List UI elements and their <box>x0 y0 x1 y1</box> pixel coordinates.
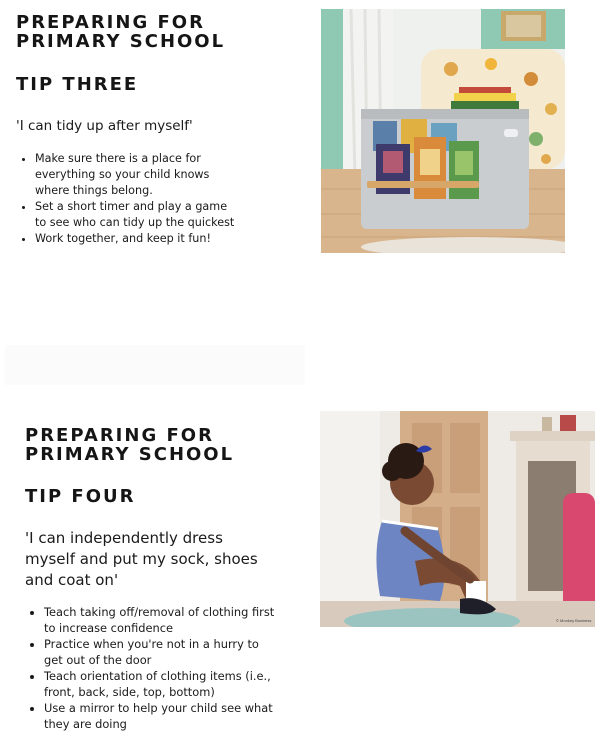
toy-box-photo <box>321 9 565 253</box>
list-item: • Teach orientation of clothing items (i.e., front, back, side, top, bottom) <box>44 668 279 700</box>
tip-four-bullets <box>25 604 279 732</box>
faint-divider <box>5 345 305 385</box>
tip-three-label: TIP THREE <box>16 74 139 95</box>
tip-four-heading <box>25 427 234 465</box>
tip-three-card <box>0 0 609 270</box>
list-item: • Set a short timer and play a game to see who can tidy up the quickest <box>35 199 240 231</box>
child-shoes-photo <box>320 411 595 627</box>
tip-three-heading <box>16 14 225 52</box>
tip-four-label: TIP FOUR <box>25 486 136 507</box>
tip-four-quote: 'I can independently dress myself and put my sock, shoes and coat on' <box>25 529 258 589</box>
photo-credit: © Monkey Business <box>556 618 592 623</box>
list-item: • Use a mirror to help your child see what they are doing <box>44 700 279 732</box>
heading-line-1: PREPARING FOR <box>25 425 214 446</box>
heading-line-2: PRIMARY SCHOOL <box>25 443 235 465</box>
heading-line-1: PREPARING FOR <box>16 12 205 33</box>
tip-three-bullets <box>16 151 240 247</box>
heading-line-2: PRIMARY SCHOOL <box>16 30 226 52</box>
tip-three-quote: 'I can tidy up after myself' <box>16 118 193 134</box>
tip-four-card <box>0 405 609 750</box>
list-item: • Work together, and keep it fun! <box>35 231 240 247</box>
list-item: • Teach taking off/removal of clothing first to increase confidence <box>44 604 279 636</box>
list-item: • Make sure there is a place for everything so your child knows where things belong. <box>35 151 240 199</box>
list-item: • Practice when you're not in a hurry to get out of the door <box>44 636 279 668</box>
